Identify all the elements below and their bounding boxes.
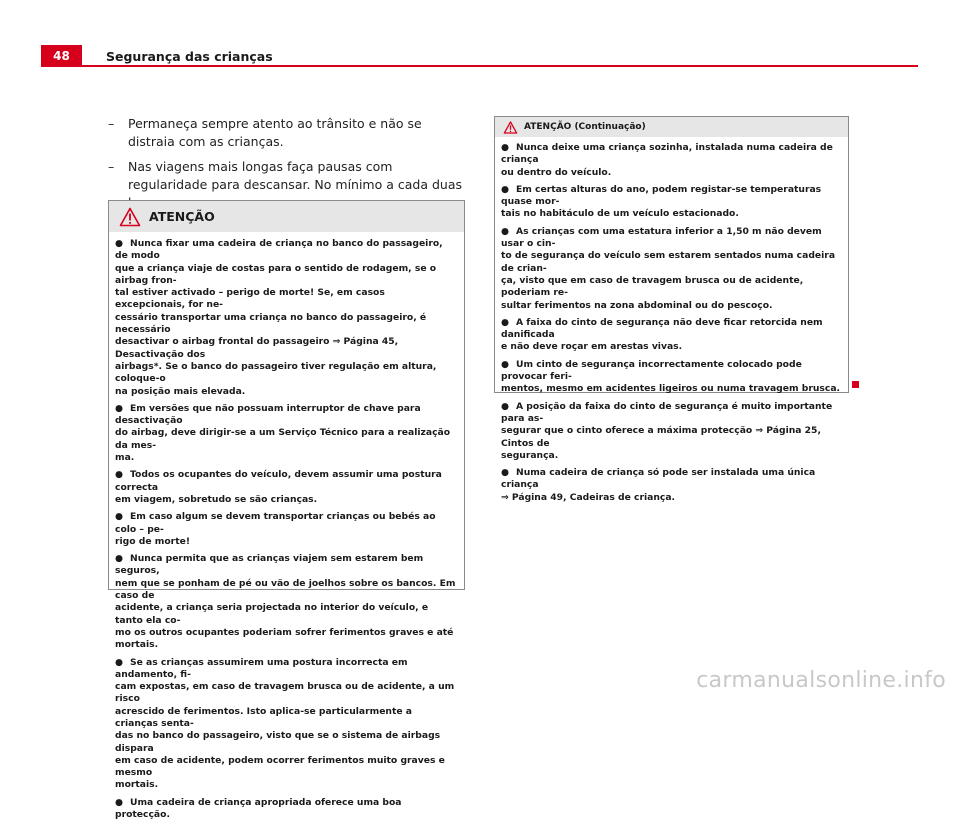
bullet-dot: ● bbox=[501, 225, 510, 237]
warning-triangle-icon bbox=[119, 207, 141, 227]
bullet-dot: ● bbox=[115, 656, 124, 668]
page-number: 48 bbox=[41, 45, 82, 66]
bullet-text: Em certas alturas do ano, podem registar-se temperaturas quase mor- tais no habitáculo de um veículo estacionado. bbox=[501, 183, 822, 220]
bullet-text: A faixa do cinto de segurança não deve ficar retorcida nem danificada e não deve roçar em arestas vivas. bbox=[501, 316, 823, 353]
bullet-dot: ● bbox=[115, 553, 124, 565]
dash-marker: – bbox=[108, 116, 115, 131]
warning-header bbox=[109, 201, 464, 232]
bullet-text: Uma cadeira de criança apropriada oferece uma boa protecção. bbox=[115, 796, 402, 821]
bullet-text: Se as crianças assumirem uma postura incorrecta em andamento, fi- cam expostas, em caso de travagem brusca ou de acidente, a um risco acrescido de ferimentos. Isto aplica-se particularmente a crianças senta- das no banco do passageiro, visto que se o sistema de airbags dispara em caso de acidente, podem ocorrer ferimentos muito graves e mesmo mortais. bbox=[115, 656, 455, 791]
bullet-text: Nunca deixe uma criança sozinha, instalada numa cadeira de criança ou dentro do veículo. bbox=[501, 142, 833, 178]
warning-bullet bbox=[115, 553, 458, 651]
warning-bullet bbox=[501, 359, 842, 396]
warning-bullet bbox=[501, 401, 842, 462]
warning-triangle-icon bbox=[503, 121, 518, 134]
warning-bullet bbox=[115, 797, 458, 821]
section-end-marker bbox=[852, 381, 859, 388]
page-title: Segurança das crianças bbox=[106, 49, 273, 64]
bullet-text: Em caso algum se devem transportar crianças ou bebés ao colo – pe- rigo de morte! bbox=[115, 511, 436, 547]
list-item bbox=[108, 115, 468, 151]
warning-bullet bbox=[501, 317, 842, 354]
warning-bullet bbox=[115, 403, 458, 464]
bullet-text: Um cinto de segurança incorrectamente colocado pode provocar feri- mentos, mesmo em acidentes ligeiros ou numa travagem brusca. bbox=[501, 358, 841, 395]
bullet-text: As crianças com uma estatura inferior a 1,50 m não devem usar o cin- to de segurança do veículo sem estarem sentados numa cadeira de crian- ça, visto que em caso de travagem brusca ou de acidente, poderiam re- sultar ferimentos na zona abdominal ou do pescoço. bbox=[501, 225, 836, 311]
bullet-text: A posição da faixa do cinto de segurança é muito importante para as- segurar que o cinto oferece a máxima protecção ⇒ Página 25, Cintos de segurança. bbox=[501, 400, 833, 461]
warning-bullet bbox=[115, 511, 458, 548]
bullet-dot: ● bbox=[115, 238, 124, 249]
list-item-text: Nas viagens mais longas faça pausas com regularidade para descansar. No mínimo a cada duas bbox=[128, 159, 462, 192]
bullet-text: Numa cadeira de criança só pode ser instalada uma única criança ⇒ Página 49, Cadeiras de criança. bbox=[501, 467, 816, 503]
warning-bullet bbox=[115, 238, 458, 398]
bullet-dot: ● bbox=[115, 402, 124, 414]
warning-title: ATENÇÃO bbox=[149, 209, 215, 224]
bullet-dot: ● bbox=[115, 469, 124, 481]
bullet-text: Nunca fixar uma cadeira de criança no banco do passageiro, de modo que a criança viaje de costas para o sentido de rodagem, se o airbag fron- tal estiver activado – perigo de morte! Se, em casos excepcionais, for ne- cessário transportar uma criança no banco do passageiro, é necessário desactivar o airbag frontal do passageiro ⇒ Página 45, Desactivação dos airbags*. Se o banco do passageiro tiver regulação em altura, coloque-o na posição mais elevada. bbox=[115, 238, 443, 397]
bullet-dot: ● bbox=[501, 142, 510, 153]
warning-bullet bbox=[501, 142, 842, 179]
warning-bullet bbox=[115, 657, 458, 792]
bullet-dot: ● bbox=[501, 316, 510, 328]
bullet-dot: ● bbox=[115, 796, 124, 808]
warning-bullet bbox=[501, 467, 842, 504]
warning-header bbox=[495, 117, 848, 137]
warning-title: ATENÇÃO (Continuação) bbox=[524, 122, 646, 132]
dash-marker: – bbox=[108, 159, 115, 174]
bullet-dot: ● bbox=[501, 358, 510, 370]
bullet-dot: ● bbox=[115, 511, 124, 523]
warning-box-left bbox=[108, 200, 465, 821]
header-divider bbox=[41, 65, 918, 67]
bullet-text: Em versões que não possuam interruptor de chave para desactivação do airbag, deve dirigir-se a um Serviço Técnico para a realização da mes- ma. bbox=[115, 402, 451, 464]
warning-bullet bbox=[501, 184, 842, 221]
warning-bullet bbox=[501, 226, 842, 312]
bullet-dot: ● bbox=[501, 183, 510, 195]
bullet-dot: ● bbox=[501, 467, 510, 479]
watermark: carmanualsonline.info bbox=[696, 668, 946, 693]
warning-body bbox=[495, 137, 848, 504]
bullet-text: Todos os ocupantes do veículo, devem assumir uma postura correcta em viagem, sobretudo se são crianças. bbox=[115, 469, 442, 505]
page-header bbox=[0, 0, 960, 68]
list-item-text: Permaneça sempre atento ao trânsito e não se distraia com as crianças. bbox=[128, 116, 422, 149]
bullet-text: Nunca permita que as crianças viajem sem estarem bem seguros, nem que se ponham de pé ou vão de joelhos sobre os bancos. Em caso de acidente, a criança seria projectada no interior do veículo, e tanto ela co- mo os outros ocupantes poderiam sofrer ferimentos graves e até mortais. bbox=[115, 553, 456, 651]
bullet-dot: ● bbox=[501, 400, 510, 412]
warning-box-right bbox=[494, 116, 849, 503]
warning-bullet bbox=[115, 469, 458, 506]
warning-body bbox=[109, 232, 464, 821]
